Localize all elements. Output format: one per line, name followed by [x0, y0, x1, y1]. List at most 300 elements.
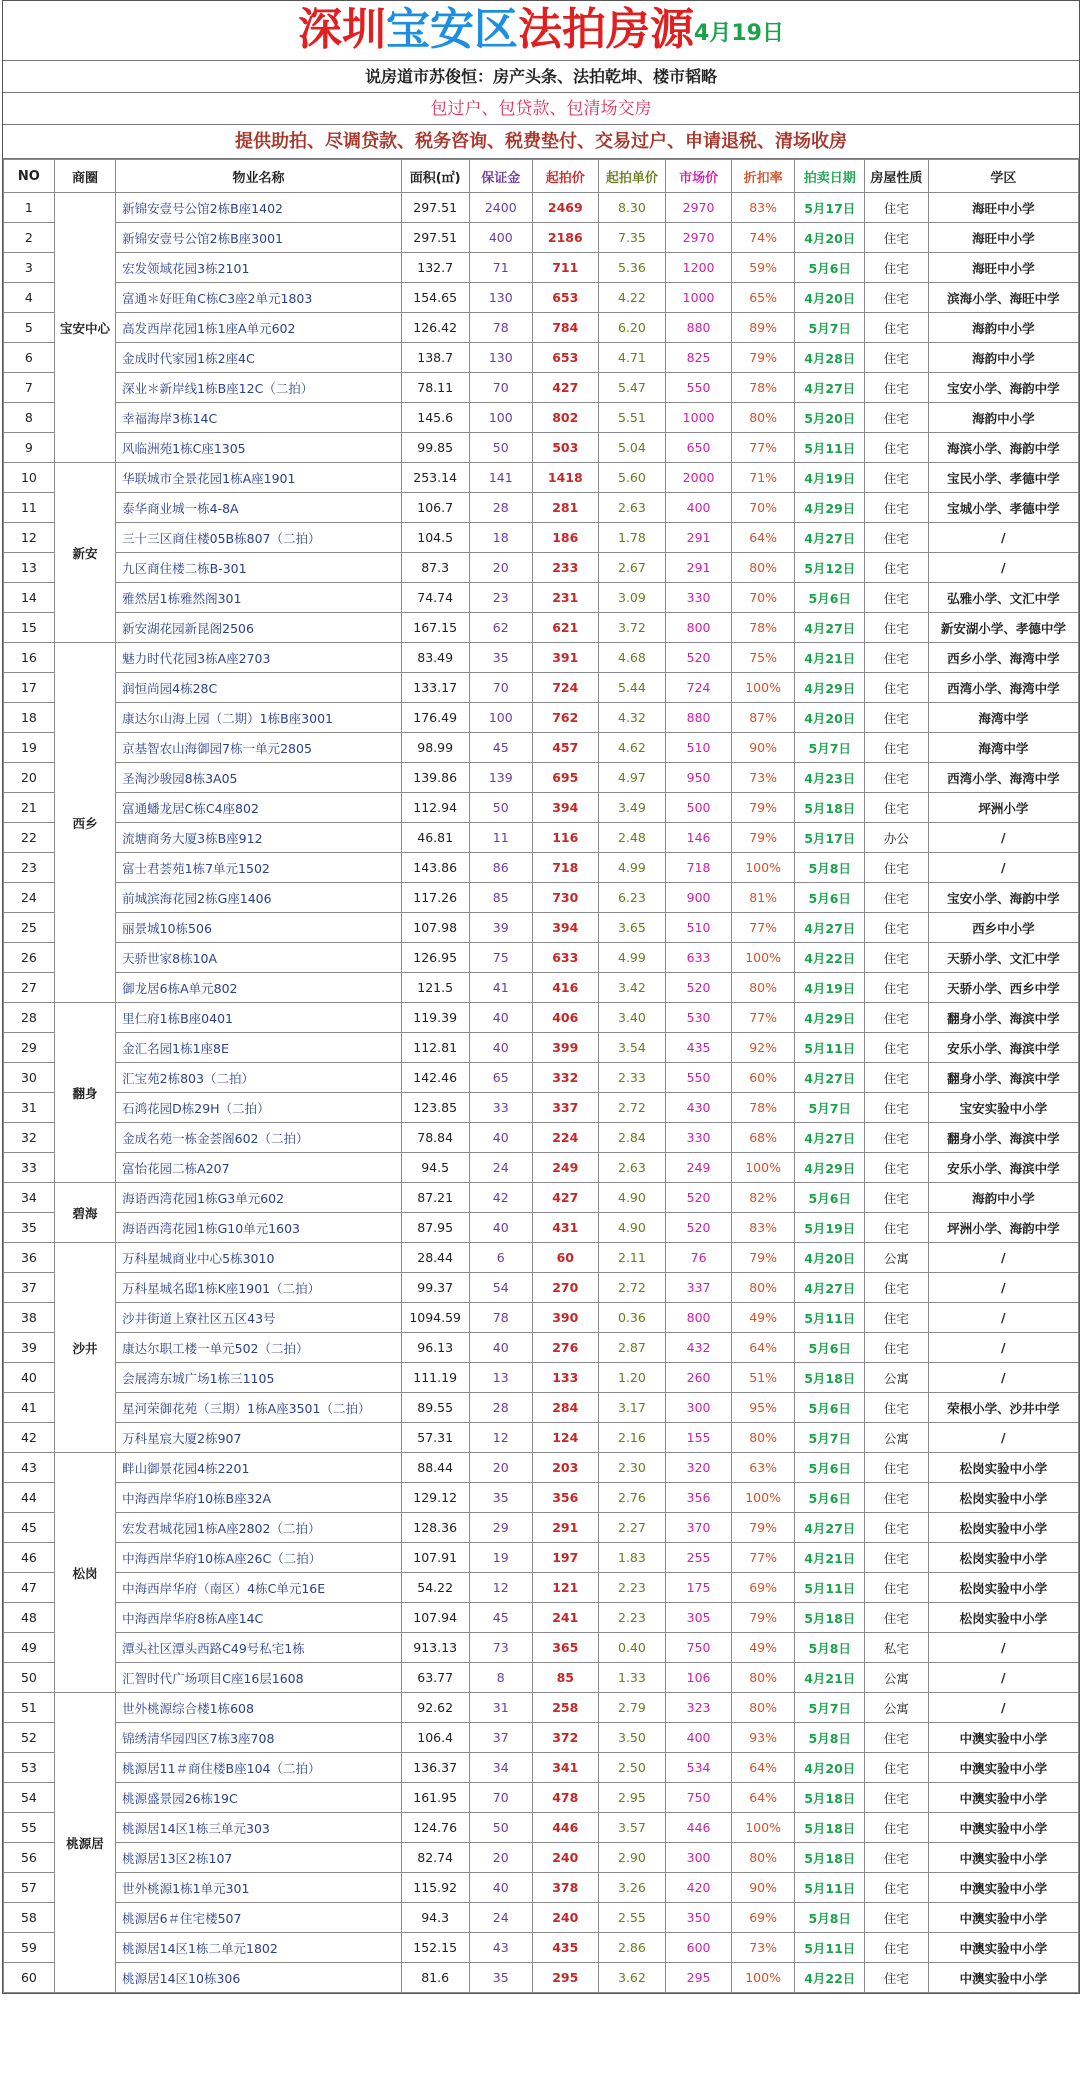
deposit: 18: [469, 523, 532, 553]
area: 123.85: [401, 1093, 469, 1123]
auction-date: 5月6日: [795, 1453, 865, 1483]
property-name: 石鸿花园D栋29H（二拍）: [116, 1093, 402, 1123]
market-price: 155: [666, 1423, 732, 1453]
unit-price: 5.51: [598, 403, 666, 433]
property-name: 桃源居11＃商住楼B座104（二拍）: [116, 1753, 402, 1783]
school-district: /: [928, 1303, 1078, 1333]
discount-rate: 49%: [731, 1633, 794, 1663]
unit-price: 2.33: [598, 1063, 666, 1093]
market-price: 750: [666, 1783, 732, 1813]
deposit: 70: [469, 373, 532, 403]
unit-price: 3.17: [598, 1393, 666, 1423]
row-no: 39: [4, 1333, 55, 1363]
table-row: [4, 673, 1079, 703]
deposit: 100: [469, 403, 532, 433]
unit-price: 2.67: [598, 553, 666, 583]
auction-date: 5月20日: [795, 403, 865, 433]
row-no: 21: [4, 793, 55, 823]
row-no: 11: [4, 493, 55, 523]
auction-date: 4月23日: [795, 763, 865, 793]
start-price: 284: [532, 1393, 598, 1423]
discount-rate: 73%: [731, 1933, 794, 1963]
unit-price: 2.48: [598, 823, 666, 853]
school-district: 中澳实验中小学: [928, 1963, 1078, 1993]
property-type: 住宅: [865, 1123, 928, 1153]
table-row: [4, 1693, 1079, 1723]
school-district: 海韵中小学: [928, 403, 1078, 433]
discount-rate: 64%: [731, 1333, 794, 1363]
row-no: 32: [4, 1123, 55, 1153]
school-district: 宝城小学、孝德中学: [928, 493, 1078, 523]
col-school-district: 学区: [928, 160, 1078, 193]
auction-date: 4月29日: [795, 1153, 865, 1183]
deposit: 71: [469, 253, 532, 283]
property-type: 公寓: [865, 1243, 928, 1273]
market-price: 175: [666, 1573, 732, 1603]
auction-date: 4月29日: [795, 673, 865, 703]
property-name: 幸福海岸3栋14C: [116, 403, 402, 433]
auction-date: 4月21日: [795, 643, 865, 673]
property-name: 金成名苑一栋金荟阁602（二拍）: [116, 1123, 402, 1153]
table-row: [4, 1723, 1079, 1753]
area: 87.3: [401, 553, 469, 583]
auction-date: 4月27日: [795, 613, 865, 643]
discount-rate: 49%: [731, 1303, 794, 1333]
property-type: 住宅: [865, 433, 928, 463]
table-row: [4, 403, 1079, 433]
school-district: 松岗实验中小学: [928, 1513, 1078, 1543]
property-type: 住宅: [865, 1273, 928, 1303]
deposit: 35: [469, 1483, 532, 1513]
row-no: 52: [4, 1723, 55, 1753]
table-row: [4, 1963, 1079, 1993]
unit-price: 8.30: [598, 193, 666, 223]
deposit: 42: [469, 1183, 532, 1213]
unit-price: 2.90: [598, 1843, 666, 1873]
area: 98.99: [401, 733, 469, 763]
market-price: 330: [666, 1123, 732, 1153]
area: 143.86: [401, 853, 469, 883]
unit-price: 5.47: [598, 373, 666, 403]
col-market-price: 市场价: [666, 160, 732, 193]
school-district: /: [928, 823, 1078, 853]
deposit: 20: [469, 1453, 532, 1483]
auction-date: 5月17日: [795, 193, 865, 223]
deposit: 35: [469, 643, 532, 673]
discount-rate: 83%: [731, 193, 794, 223]
auction-date: 5月6日: [795, 253, 865, 283]
discount-rate: 95%: [731, 1393, 794, 1423]
unit-price: 4.90: [598, 1213, 666, 1243]
deposit: 40: [469, 1033, 532, 1063]
property-name: 桃源居14区1栋二单元1802: [116, 1933, 402, 1963]
auction-date: 5月7日: [795, 1693, 865, 1723]
discount-rate: 75%: [731, 643, 794, 673]
discount-rate: 73%: [731, 763, 794, 793]
deposit: 6: [469, 1243, 532, 1273]
unit-price: 2.50: [598, 1753, 666, 1783]
discount-rate: 100%: [731, 1813, 794, 1843]
auction-date: 4月19日: [795, 973, 865, 1003]
table-row: [4, 1843, 1079, 1873]
auction-date: 4月27日: [795, 1513, 865, 1543]
start-price: 356: [532, 1483, 598, 1513]
auction-date: 4月21日: [795, 1663, 865, 1693]
table-row: [4, 1483, 1079, 1513]
start-price: 730: [532, 883, 598, 913]
area: 133.17: [401, 673, 469, 703]
property-name: 新锦安壹号公馆2栋B座3001: [116, 223, 402, 253]
table-row: [4, 1663, 1079, 1693]
market-price: 530: [666, 1003, 732, 1033]
col-property: 物业名称: [116, 160, 402, 193]
property-type: 住宅: [865, 313, 928, 343]
discount-rate: 69%: [731, 1903, 794, 1933]
auction-date: 5月17日: [795, 823, 865, 853]
start-price: 435: [532, 1933, 598, 1963]
discount-rate: 65%: [731, 283, 794, 313]
auction-date: 4月22日: [795, 1963, 865, 1993]
property-type: 住宅: [865, 853, 928, 883]
start-price: 276: [532, 1333, 598, 1363]
unit-price: 6.23: [598, 883, 666, 913]
market-price: 520: [666, 973, 732, 1003]
table-row: [4, 1633, 1079, 1663]
auction-date: 4月27日: [795, 1063, 865, 1093]
discount-rate: 80%: [731, 403, 794, 433]
table-row: [4, 1123, 1079, 1153]
table-row: [4, 1213, 1079, 1243]
school-district: 宝安实验中小学: [928, 1093, 1078, 1123]
property-name: 潭头社区潭头西路C49号私宅1栋: [116, 1633, 402, 1663]
area: 124.76: [401, 1813, 469, 1843]
deposit: 54: [469, 1273, 532, 1303]
row-no: 48: [4, 1603, 55, 1633]
start-price: 281: [532, 493, 598, 523]
row-no: 15: [4, 613, 55, 643]
area: 142.46: [401, 1063, 469, 1093]
school-district: 中澳实验中小学: [928, 1933, 1078, 1963]
start-price: 270: [532, 1273, 598, 1303]
area: 121.5: [401, 973, 469, 1003]
property-type: 住宅: [865, 733, 928, 763]
row-no: 16: [4, 643, 55, 673]
start-price: 406: [532, 1003, 598, 1033]
market-price: 291: [666, 553, 732, 583]
table-row: [4, 913, 1079, 943]
school-district: 滨海小学、海旺中学: [928, 283, 1078, 313]
table-row: [4, 523, 1079, 553]
deposit: 100: [469, 703, 532, 733]
table-row: [4, 1063, 1079, 1093]
unit-price: 2.63: [598, 493, 666, 523]
discount-rate: 64%: [731, 1753, 794, 1783]
auction-date: 5月8日: [795, 853, 865, 883]
school-district: 新安湖小学、孝德中学: [928, 613, 1078, 643]
property-name: 星河荣御花苑（三期）1栋A座3501（二拍）: [116, 1393, 402, 1423]
property-name: 富怡花园二栋A207: [116, 1153, 402, 1183]
table-row: [4, 1453, 1079, 1483]
property-name: 金成时代家园1栋2座4C: [116, 343, 402, 373]
area: 96.13: [401, 1333, 469, 1363]
discount-rate: 92%: [731, 1033, 794, 1063]
discount-rate: 77%: [731, 1543, 794, 1573]
market-price: 249: [666, 1153, 732, 1183]
subtitle-services: 包过户、包贷款、包清场交房: [3, 93, 1079, 125]
deposit: 8: [469, 1663, 532, 1693]
auction-date: 5月19日: [795, 1213, 865, 1243]
area: 132.7: [401, 253, 469, 283]
auction-date: 5月18日: [795, 1813, 865, 1843]
property-type: 住宅: [865, 1813, 928, 1843]
school-district: /: [928, 1633, 1078, 1663]
col-district: 商圈: [54, 160, 115, 193]
deposit: 40: [469, 1333, 532, 1363]
table-row: [4, 1393, 1079, 1423]
start-price: 633: [532, 943, 598, 973]
row-no: 36: [4, 1243, 55, 1273]
deposit: 28: [469, 493, 532, 523]
property-type: 住宅: [865, 223, 928, 253]
unit-price: 3.49: [598, 793, 666, 823]
school-district: 中澳实验中小学: [928, 1783, 1078, 1813]
unit-price: 2.72: [598, 1273, 666, 1303]
market-price: 356: [666, 1483, 732, 1513]
deposit: 34: [469, 1753, 532, 1783]
start-price: 394: [532, 793, 598, 823]
start-price: 390: [532, 1303, 598, 1333]
row-no: 14: [4, 583, 55, 613]
area: 1094.59: [401, 1303, 469, 1333]
property-name: 桃源居6＃住宅楼507: [116, 1903, 402, 1933]
unit-price: 2.16: [598, 1423, 666, 1453]
discount-rate: 80%: [731, 1273, 794, 1303]
deposit: 75: [469, 943, 532, 973]
unit-price: 2.86: [598, 1933, 666, 1963]
table-row: [4, 193, 1079, 223]
property-type: 住宅: [865, 373, 928, 403]
start-price: 186: [532, 523, 598, 553]
property-type: 住宅: [865, 1183, 928, 1213]
start-price: 695: [532, 763, 598, 793]
area: 119.39: [401, 1003, 469, 1033]
unit-price: 3.57: [598, 1813, 666, 1843]
deposit: 20: [469, 1843, 532, 1873]
table-row: [4, 643, 1079, 673]
unit-price: 4.97: [598, 763, 666, 793]
school-district: 中澳实验中小学: [928, 1753, 1078, 1783]
property-type: 住宅: [865, 1903, 928, 1933]
col-area: 面积(㎡): [401, 160, 469, 193]
auction-date: 5月6日: [795, 1183, 865, 1213]
start-price: 478: [532, 1783, 598, 1813]
discount-rate: 100%: [731, 943, 794, 973]
unit-price: 5.36: [598, 253, 666, 283]
discount-rate: 79%: [731, 1603, 794, 1633]
deposit: 33: [469, 1093, 532, 1123]
area: 78.11: [401, 373, 469, 403]
property-name: 华联城市全景花园1栋A座1901: [116, 463, 402, 493]
auction-date: 4月20日: [795, 283, 865, 313]
auction-date: 4月20日: [795, 703, 865, 733]
school-district: 海滨小学、海韵中学: [928, 433, 1078, 463]
discount-rate: 80%: [731, 1843, 794, 1873]
market-price: 446: [666, 1813, 732, 1843]
property-name: 宏发领域花园3栋2101: [116, 253, 402, 283]
school-district: 坪洲小学: [928, 793, 1078, 823]
start-price: 197: [532, 1543, 598, 1573]
start-price: 291: [532, 1513, 598, 1543]
row-no: 4: [4, 283, 55, 313]
auction-date: 4月27日: [795, 373, 865, 403]
area: 89.55: [401, 1393, 469, 1423]
table-row: [4, 763, 1079, 793]
property-name: 万科星宸大厦2栋907: [116, 1423, 402, 1453]
unit-price: 1.78: [598, 523, 666, 553]
market-price: 400: [666, 1723, 732, 1753]
area: 253.14: [401, 463, 469, 493]
table-row: [4, 1543, 1079, 1573]
subtitle-offerings: 提供助拍、尽调贷款、税务咨询、税费垫付、交易过户、申请退税、清场收房: [3, 125, 1079, 159]
row-no: 53: [4, 1753, 55, 1783]
table-row: [4, 253, 1079, 283]
property-type: 公寓: [865, 1423, 928, 1453]
deposit: 40: [469, 1003, 532, 1033]
market-price: 800: [666, 1303, 732, 1333]
unit-price: 4.68: [598, 643, 666, 673]
auction-date: 4月21日: [795, 1543, 865, 1573]
table-row: [4, 1003, 1079, 1033]
table-row: [4, 1153, 1079, 1183]
auction-date: 4月29日: [795, 493, 865, 523]
area: 176.49: [401, 703, 469, 733]
table-row: [4, 223, 1079, 253]
row-no: 35: [4, 1213, 55, 1243]
area: 112.81: [401, 1033, 469, 1063]
unit-price: 4.32: [598, 703, 666, 733]
area: 138.7: [401, 343, 469, 373]
start-price: 116: [532, 823, 598, 853]
school-district: 中澳实验中小学: [928, 1843, 1078, 1873]
discount-rate: 79%: [731, 1243, 794, 1273]
area: 111.19: [401, 1363, 469, 1393]
auction-date: 5月18日: [795, 1843, 865, 1873]
area: 82.74: [401, 1843, 469, 1873]
discount-rate: 100%: [731, 853, 794, 883]
table-row: [4, 1873, 1079, 1903]
unit-price: 4.90: [598, 1183, 666, 1213]
unit-price: 0.36: [598, 1303, 666, 1333]
unit-price: 2.27: [598, 1513, 666, 1543]
property-type: 住宅: [865, 1723, 928, 1753]
auction-date: 5月11日: [795, 1033, 865, 1063]
market-price: 800: [666, 613, 732, 643]
school-district: /: [928, 1333, 1078, 1363]
area: 87.95: [401, 1213, 469, 1243]
auction-date: 5月6日: [795, 1393, 865, 1423]
table-row: [4, 703, 1079, 733]
row-no: 31: [4, 1093, 55, 1123]
listing-sheet: [2, 0, 1080, 1994]
area: 145.6: [401, 403, 469, 433]
property-name: 万科星城名邸1栋K座1901（二拍）: [116, 1273, 402, 1303]
unit-price: 2.79: [598, 1693, 666, 1723]
start-price: 446: [532, 1813, 598, 1843]
area: 87.21: [401, 1183, 469, 1213]
start-price: 416: [532, 973, 598, 1003]
property-type: 住宅: [865, 673, 928, 703]
discount-rate: 78%: [731, 613, 794, 643]
property-name: 畔山御景花园4栋2201: [116, 1453, 402, 1483]
discount-rate: 77%: [731, 913, 794, 943]
school-district: 海韵中小学: [928, 343, 1078, 373]
property-type: 住宅: [865, 343, 928, 373]
property-name: 新锦安壹号公馆2栋B座1402: [116, 193, 402, 223]
deposit: 130: [469, 283, 532, 313]
area: 126.42: [401, 313, 469, 343]
auction-date: 5月11日: [795, 1303, 865, 1333]
property-name: 海语西湾花园1栋G3单元602: [116, 1183, 402, 1213]
row-no: 18: [4, 703, 55, 733]
property-name: 风临洲苑1栋C座1305: [116, 433, 402, 463]
auction-date: 4月20日: [795, 1753, 865, 1783]
property-name: 康达尔职工楼一单元502（二拍）: [116, 1333, 402, 1363]
school-district: 松岗实验中小学: [928, 1543, 1078, 1573]
table-row: [4, 1513, 1079, 1543]
start-price: 295: [532, 1963, 598, 1993]
table-row: [4, 1423, 1079, 1453]
auction-date: 5月12日: [795, 553, 865, 583]
discount-rate: 93%: [731, 1723, 794, 1753]
deposit: 39: [469, 913, 532, 943]
discount-rate: 87%: [731, 703, 794, 733]
row-no: 58: [4, 1903, 55, 1933]
market-price: 291: [666, 523, 732, 553]
start-price: 231: [532, 583, 598, 613]
market-price: 330: [666, 583, 732, 613]
page-title: [3, 1, 1079, 61]
table-row: [4, 373, 1079, 403]
unit-price: 3.50: [598, 1723, 666, 1753]
market-price: 300: [666, 1843, 732, 1873]
area: 92.62: [401, 1693, 469, 1723]
discount-rate: 83%: [731, 1213, 794, 1243]
market-price: 950: [666, 763, 732, 793]
discount-rate: 51%: [731, 1363, 794, 1393]
start-price: 653: [532, 343, 598, 373]
school-district: /: [928, 553, 1078, 583]
property-name: 中海西岸华府10栋A座26C（二拍）: [116, 1543, 402, 1573]
area: 99.85: [401, 433, 469, 463]
property-type: 住宅: [865, 1873, 928, 1903]
area: 83.49: [401, 643, 469, 673]
deposit: 13: [469, 1363, 532, 1393]
property-name: 桃源居13区2栋107: [116, 1843, 402, 1873]
property-type: 公寓: [865, 1363, 928, 1393]
property-type: 住宅: [865, 1153, 928, 1183]
col-no: NO: [4, 160, 55, 193]
discount-rate: 100%: [731, 1963, 794, 1993]
market-price: 430: [666, 1093, 732, 1123]
row-no: 22: [4, 823, 55, 853]
row-no: 24: [4, 883, 55, 913]
deposit: 41: [469, 973, 532, 1003]
area: 115.92: [401, 1873, 469, 1903]
school-district: 荣根小学、沙井中学: [928, 1393, 1078, 1423]
market-price: 1200: [666, 253, 732, 283]
deposit: 141: [469, 463, 532, 493]
auction-date: 4月29日: [795, 1003, 865, 1033]
